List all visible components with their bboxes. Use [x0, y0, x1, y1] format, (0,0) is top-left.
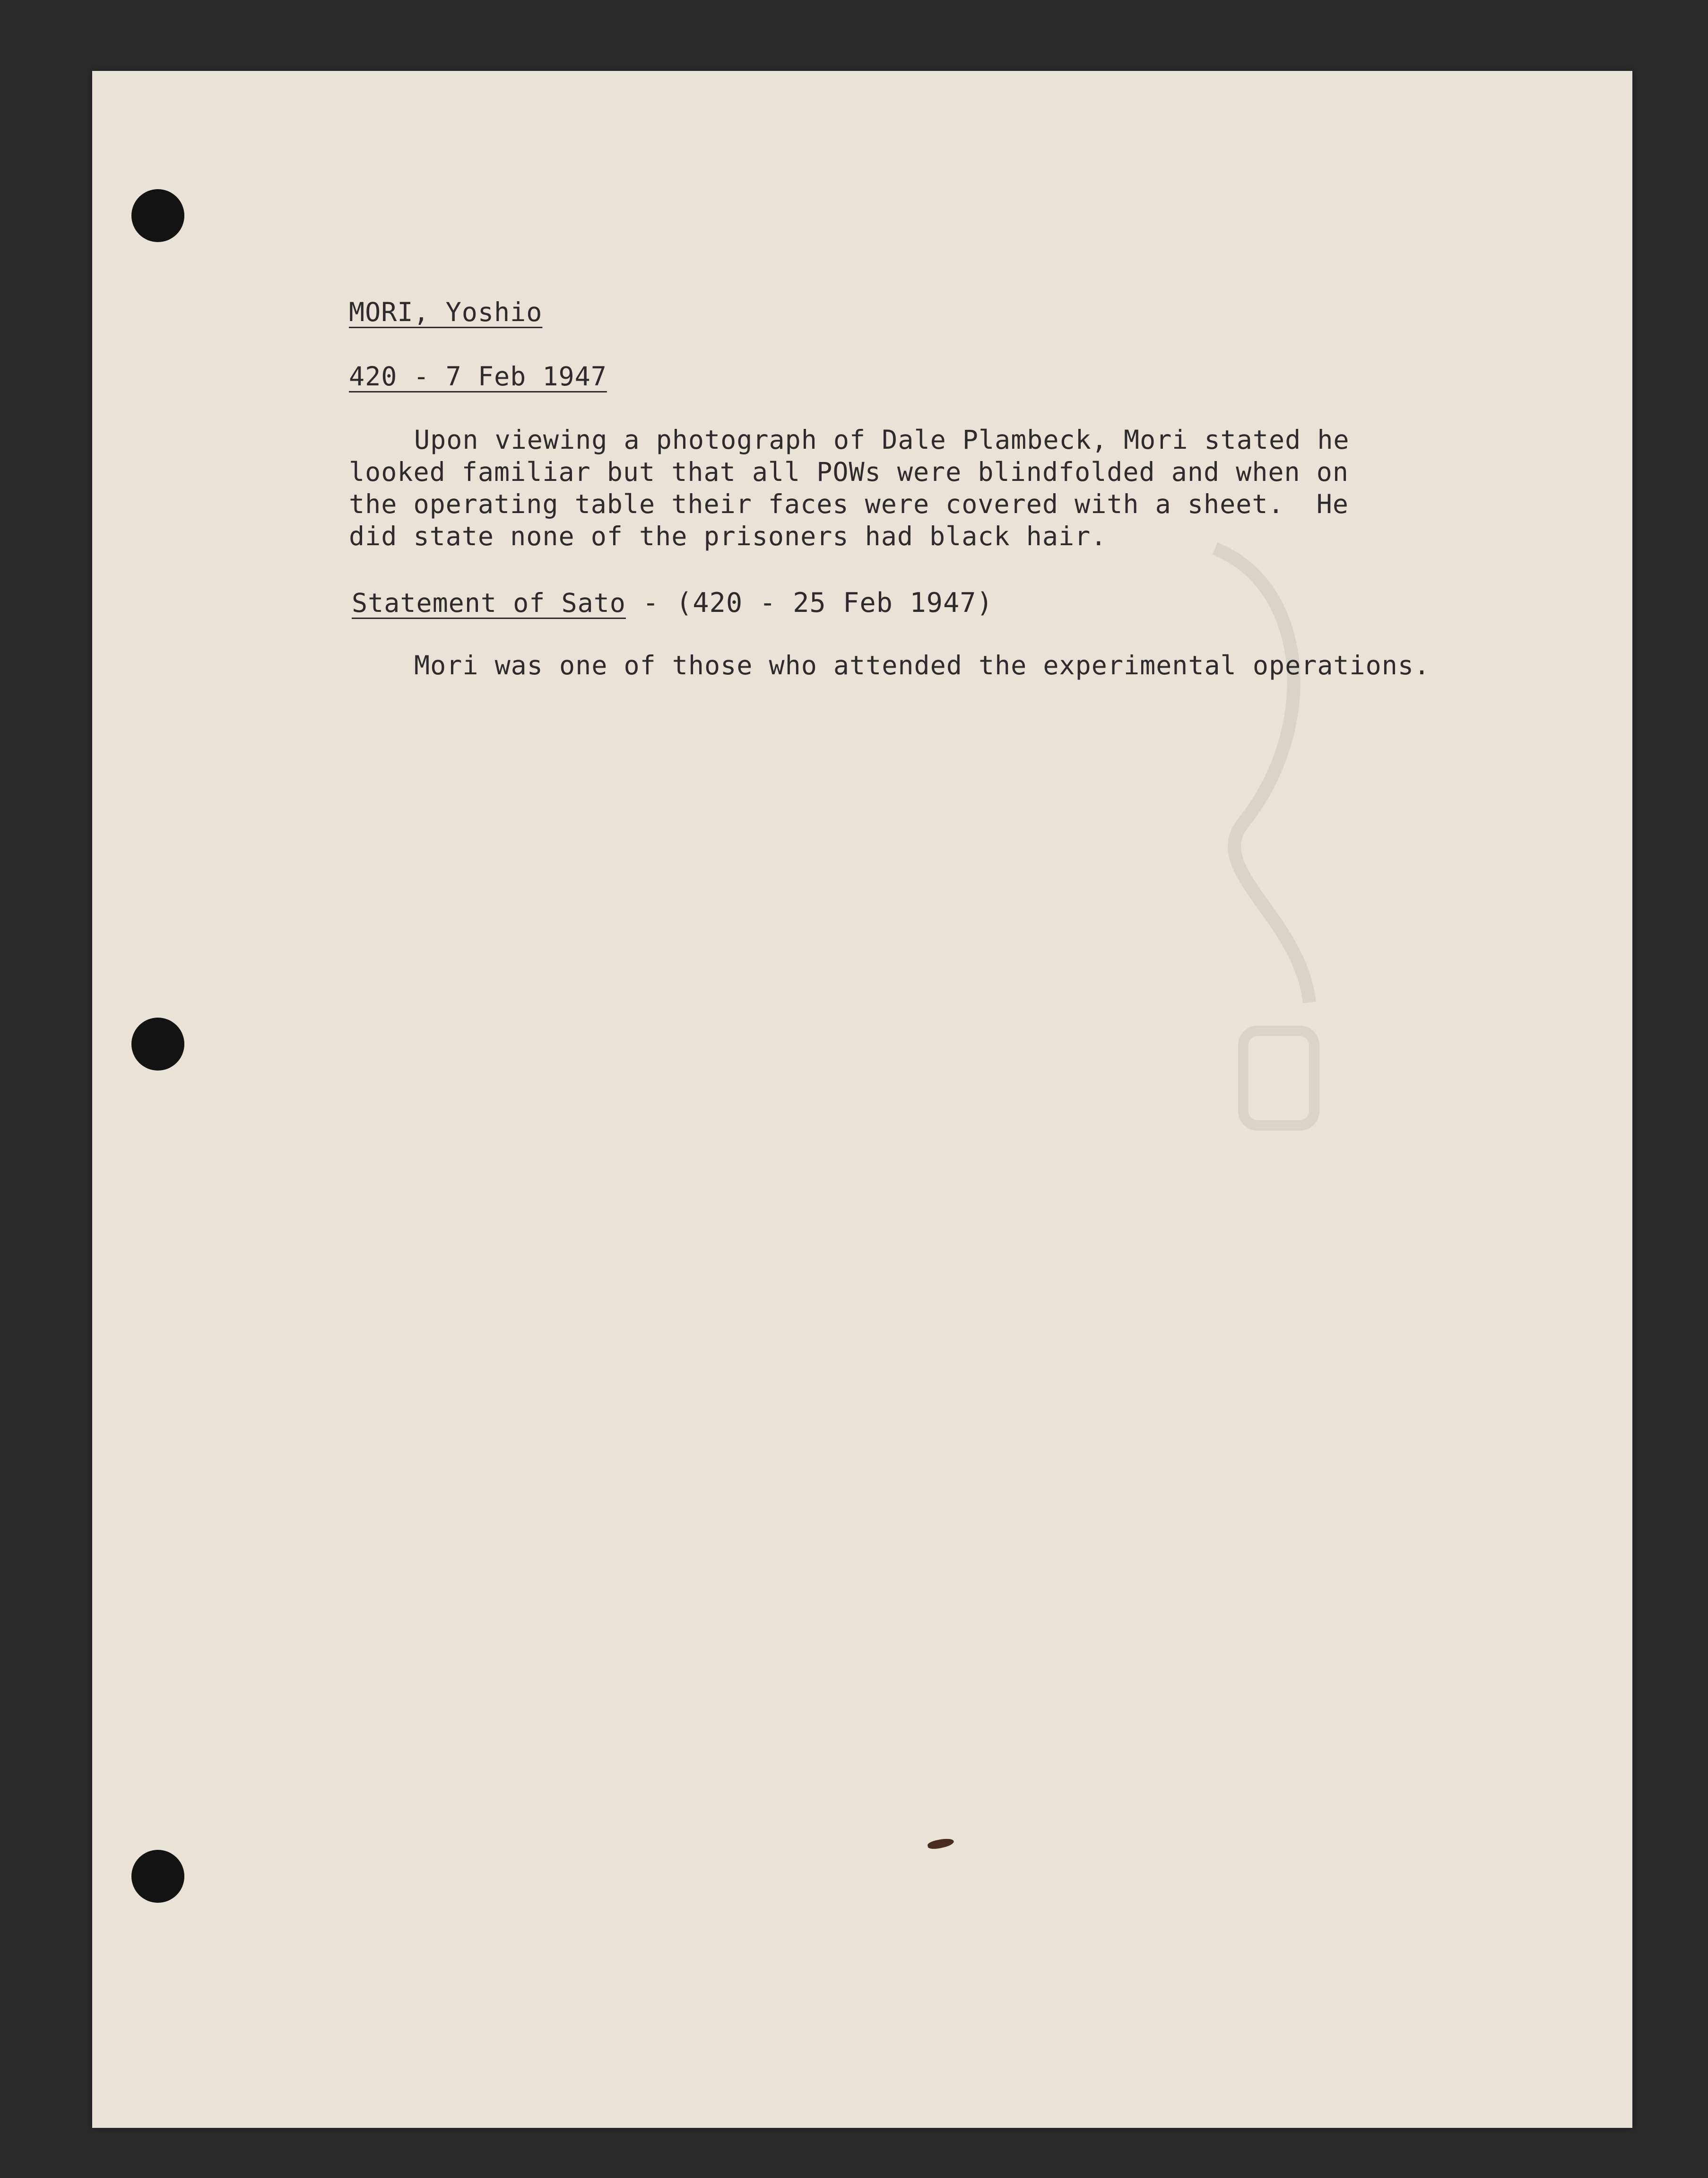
- statement-heading: [352, 587, 993, 619]
- punch-hole-middle: [131, 1018, 184, 1071]
- document-heading-date: 420 - 7 Feb 1947: [349, 361, 607, 392]
- paragraph-line: looked familiar but that all POWs were blindfolded and when on: [349, 457, 1349, 487]
- statement-text: Mori was one of those who attended the experimental operations.: [414, 650, 1431, 680]
- statement-reference: - (420 - 25 Feb 1947): [625, 587, 993, 619]
- document-heading-name: MORI, Yoshio: [349, 297, 543, 327]
- punch-hole-top: [131, 189, 184, 242]
- paragraph-line: the operating table their faces were covered with a sheet. He: [349, 489, 1349, 519]
- statement-label: Statement of Sato: [352, 588, 626, 618]
- punch-hole-bottom: [131, 1850, 184, 1903]
- paragraph-line: did state none of the prisoners had black hair.: [349, 521, 1107, 551]
- paragraph-line: Upon viewing a photograph of Dale Plambeck, Mori stated he: [414, 425, 1350, 455]
- document-page: [92, 71, 1632, 2128]
- paper-watermark: [1187, 530, 1338, 1144]
